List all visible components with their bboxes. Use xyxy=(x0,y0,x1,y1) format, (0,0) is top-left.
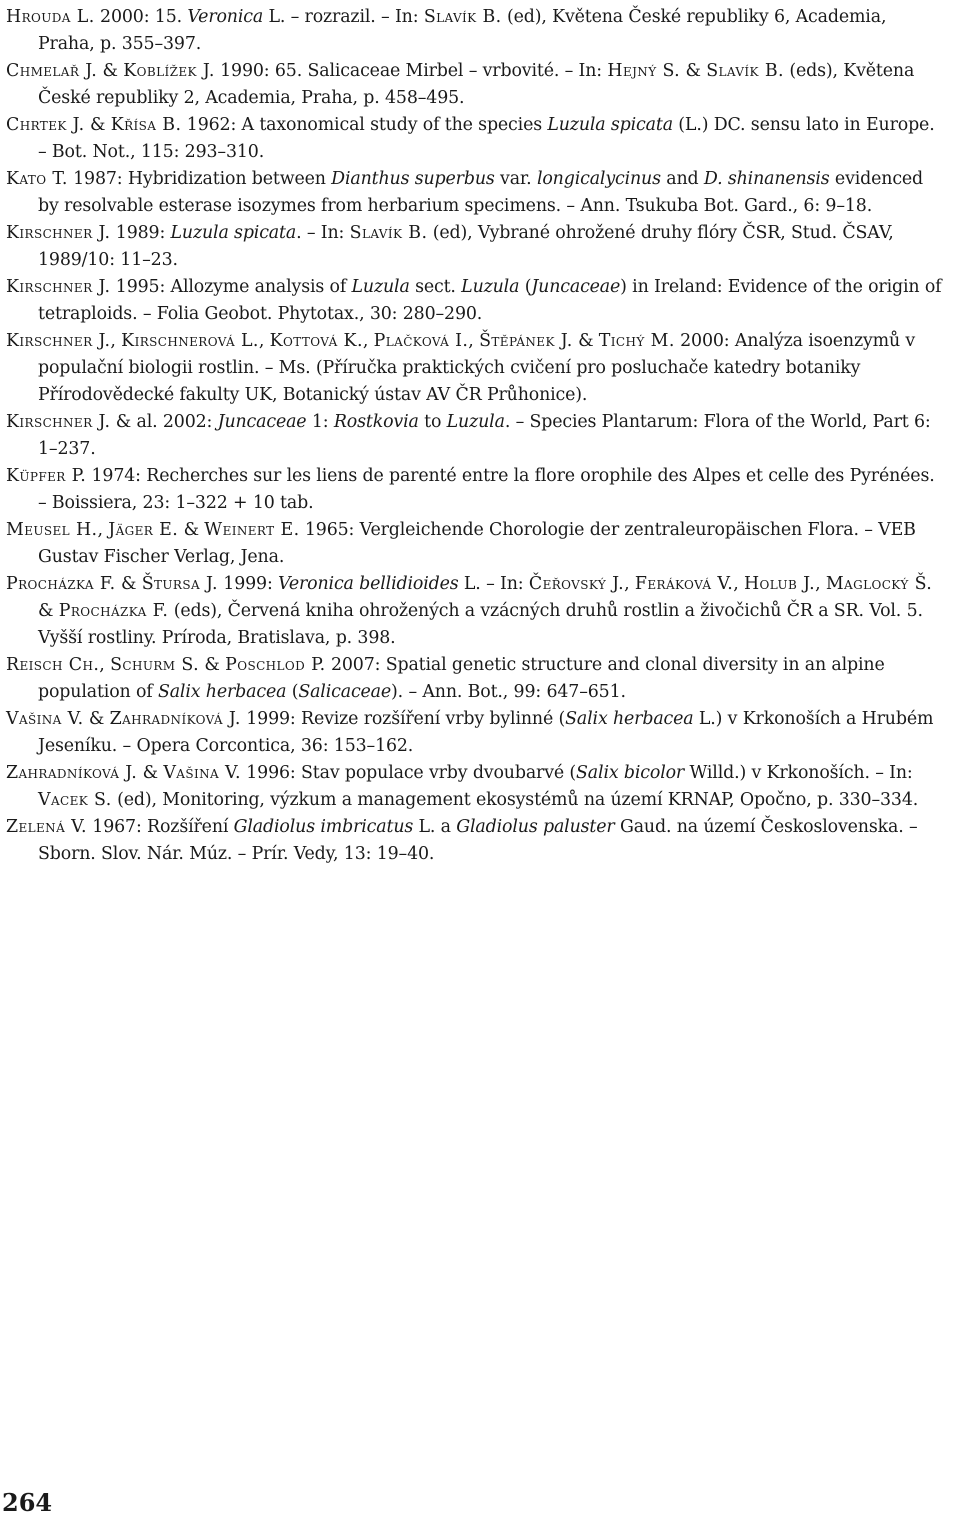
author-name: Kirschner J. xyxy=(6,277,111,297)
reference-text: & xyxy=(680,61,707,81)
author-name: Chmelař J. xyxy=(6,61,98,81)
reference-entry xyxy=(6,760,948,814)
taxon-name: Rostkovia xyxy=(333,412,419,432)
reference-text: (L.) DC. sensu lato in Europe. – Bot. Not., 115: 293–310. xyxy=(38,115,935,162)
reference-text: 1974: Recherches sur les liens de parenté entre la flore orophile des Alpes et celle des Pyrénées. – Boissiera, 23: 1–322 + 10 tab. xyxy=(38,466,935,513)
reference-list xyxy=(6,4,948,868)
author-name: Poschlod P. xyxy=(225,655,326,675)
reference-entry xyxy=(6,409,948,463)
author-name: Weinert E. xyxy=(204,520,300,540)
reference-text: (ed), Vybrané ohrožené druhy flóry ČSR, Stud. ČSAV, 1989/10: 11–23. xyxy=(38,223,894,270)
author-name: Meusel H. xyxy=(6,520,98,540)
reference-text: & al. 2002: xyxy=(110,412,218,432)
reference-text: , xyxy=(624,574,635,594)
taxon-name: Luzula spicata xyxy=(170,223,297,243)
author-name: Procházka F. xyxy=(6,574,116,594)
reference-text: , xyxy=(97,520,109,540)
reference-text: ) in Ireland: Evidence of the origin of tetraploids. – Folia Geobot. Phytotax., 30: 280–290. xyxy=(38,277,942,324)
reference-text: ( xyxy=(519,277,532,297)
taxon-name: Veronica bellidioides xyxy=(278,574,459,594)
reference-text: 1967: Rozšíření xyxy=(86,817,234,837)
author-name: Reisch Ch. xyxy=(6,655,100,675)
taxon-name: Salicaceae xyxy=(298,682,392,702)
taxon-name: Salix herbacea xyxy=(565,709,694,729)
reference-text: , xyxy=(468,331,480,351)
reference-text: & xyxy=(84,115,111,135)
reference-text: , xyxy=(733,574,744,594)
reference-text: , xyxy=(815,574,826,594)
author-name: Zahradníková J. xyxy=(6,763,138,783)
reference-text: & xyxy=(83,709,110,729)
taxon-name: Luzula spicata xyxy=(547,115,673,135)
taxon-name: Luzula xyxy=(446,412,505,432)
reference-entry xyxy=(6,463,948,517)
reference-text: evidenced by resolvable esterase isozymes from herbarium specimens. – Ann. Tsukuba Bot. Gard., 6: 9–18. xyxy=(38,169,924,216)
reference-entry xyxy=(6,517,948,571)
taxon-name: Luzula xyxy=(461,277,520,297)
author-name: Zahradníková J. xyxy=(109,709,241,729)
author-name: Kato T. xyxy=(6,169,68,189)
reference-text: 1996: Stav populace vrby dvoubarvé ( xyxy=(240,763,577,783)
author-name: Procházka F. xyxy=(58,601,169,621)
author-name: Kottová K. xyxy=(269,331,363,351)
author-name: Vacek S. xyxy=(38,790,112,810)
reference-entry xyxy=(6,112,948,166)
author-name: Plačková I. xyxy=(373,331,469,351)
reference-text: 2000: Analýza isoenzymů v populační biologii rostlin. – Ms. (Příručka praktických cvičení pro posluchače katedry botaniky Přírodovědecké fakulty UK, Botanický ústav AV ČR Průhonice). xyxy=(38,331,916,405)
reference-text: L. a xyxy=(413,817,457,837)
taxon-name: Salix herbacea xyxy=(157,682,287,702)
reference-text: Willd.) v Krkonoších. – In: xyxy=(684,763,913,783)
reference-entry xyxy=(6,220,948,274)
reference-entry xyxy=(6,274,948,328)
author-name: Kirschner J. xyxy=(6,331,111,351)
reference-entry xyxy=(6,652,948,706)
author-name: Slavík B. xyxy=(423,7,502,27)
author-name: Kirschner J. xyxy=(6,412,111,432)
reference-text: 2007: Spatial genetic structure and clonal diversity in an alpine population of xyxy=(38,655,885,702)
author-name: Tichý M. xyxy=(598,331,675,351)
reference-text: & xyxy=(572,331,599,351)
reference-text: & xyxy=(178,520,205,540)
author-name: Slavík B. xyxy=(706,61,784,81)
reference-text: , xyxy=(110,331,122,351)
author-name: Zelená V. xyxy=(6,817,87,837)
reference-text: Gaud. na území Československa. – Sborn. Slov. Nár. Múz. – Prír. Vedy, 13: 19–40. xyxy=(38,817,918,864)
page-number: 264 xyxy=(2,1488,53,1517)
taxon-name: Gladiolus paluster xyxy=(456,817,615,837)
taxon-name: Salix bicolor xyxy=(576,763,685,783)
reference-text: 1995: Allozyme analysis of xyxy=(110,277,352,297)
taxon-name: D. shinanensis xyxy=(703,169,830,189)
reference-text: to xyxy=(418,412,447,432)
reference-text: 1: xyxy=(306,412,334,432)
reference-text: L.) v Krkonoších a Hrubém Jeseníku. – Opera Corcontica, 36: 153–162. xyxy=(38,709,934,756)
author-name: Holub J. xyxy=(743,574,816,594)
author-name: Slavík B. xyxy=(349,223,428,243)
author-name: Feráková V. xyxy=(634,574,734,594)
taxon-name: Veronica xyxy=(187,7,264,27)
reference-text: 1990: 65. Salicaceae Mirbel – vrbovité. – In: xyxy=(214,61,608,81)
taxon-name: Dianthus superbus xyxy=(331,169,495,189)
author-name: Maglocký Š. xyxy=(825,574,933,594)
taxon-name: Juncaceae xyxy=(531,277,621,297)
reference-text: & xyxy=(115,574,142,594)
reference-text: (eds), Květena České republiky 2, Academia, Praha, p. 458–495. xyxy=(38,61,915,108)
author-name: Kirschnerová L. xyxy=(121,331,259,351)
author-name: Schurm S. xyxy=(110,655,200,675)
reference-text: 1965: Vergleichende Chorologie der zentraleuropäischen Flora. – VEB Gustav Fischer Verlag, Jena. xyxy=(38,520,916,567)
reference-text: (eds), Červená kniha ohrožených a vzácných druhů rostlin a živočichů ČR a SR. Vol. 5. Vyšší rostliny. Príroda, Bratislava, p. 398. xyxy=(38,601,923,648)
reference-text: sect. xyxy=(409,277,462,297)
reference-text: L. – rozrazil. – In: xyxy=(263,7,424,27)
author-name: Štursa J. xyxy=(141,574,218,594)
reference-text: ( xyxy=(286,682,299,702)
reference-text: 1999: xyxy=(217,574,279,594)
reference-text: , xyxy=(99,655,111,675)
reference-text: 2000: 15. xyxy=(94,7,188,27)
author-name: Křísa B. xyxy=(110,115,182,135)
reference-text: and xyxy=(660,169,704,189)
author-name: Štěpánek J. xyxy=(479,331,573,351)
reference-text: var. xyxy=(494,169,537,189)
reference-entry xyxy=(6,706,948,760)
author-name: Hejný S. xyxy=(607,61,681,81)
reference-text: . – In: xyxy=(296,223,350,243)
reference-text: , xyxy=(258,331,270,351)
reference-text: (ed), Květena České republiky 6, Academia, Praha, p. 355–397. xyxy=(38,7,887,54)
reference-text: 1989: xyxy=(110,223,171,243)
taxon-name: longicalycinus xyxy=(536,169,661,189)
reference-text: & xyxy=(38,601,59,621)
author-name: Koblížek J. xyxy=(123,61,215,81)
reference-text: (ed), Monitoring, výzkum a management ekosystémů na území KRNAP, Opočno, p. 330–334. xyxy=(111,790,919,810)
reference-entry xyxy=(6,571,948,652)
taxon-name: Luzula xyxy=(351,277,410,297)
author-name: Hrouda L. xyxy=(6,7,95,27)
reference-text: . – Species Plantarum: Flora of the World, Part 6: 1–237. xyxy=(38,412,931,459)
reference-entry xyxy=(6,166,948,220)
taxon-name: Gladiolus imbricatus xyxy=(233,817,414,837)
reference-entry xyxy=(6,58,948,112)
taxon-name: Juncaceae xyxy=(217,412,307,432)
reference-entry xyxy=(6,4,948,58)
reference-entry xyxy=(6,328,948,409)
reference-text: 1999: Revize rozšíření vrby bylinné ( xyxy=(240,709,566,729)
reference-text: & xyxy=(97,61,124,81)
reference-text: & xyxy=(137,763,164,783)
reference-text: L. – In: xyxy=(458,574,529,594)
author-name: Jäger E. xyxy=(108,520,179,540)
reference-text: 1962: A taxonomical study of the species xyxy=(181,115,548,135)
reference-text: , xyxy=(362,331,374,351)
reference-text: & xyxy=(199,655,226,675)
reference-entry xyxy=(6,814,948,868)
author-name: Chrtek J. xyxy=(6,115,85,135)
author-name: Küpfer P. xyxy=(6,466,87,486)
author-name: Vašina V. xyxy=(163,763,241,783)
reference-text: ). – Ann. Bot., 99: 647–651. xyxy=(391,682,626,702)
reference-text: 1987: Hybridization between xyxy=(67,169,332,189)
author-name: Vašina V. xyxy=(6,709,84,729)
author-name: Kirschner J. xyxy=(6,223,111,243)
author-name: Čeřovský J. xyxy=(528,574,625,594)
